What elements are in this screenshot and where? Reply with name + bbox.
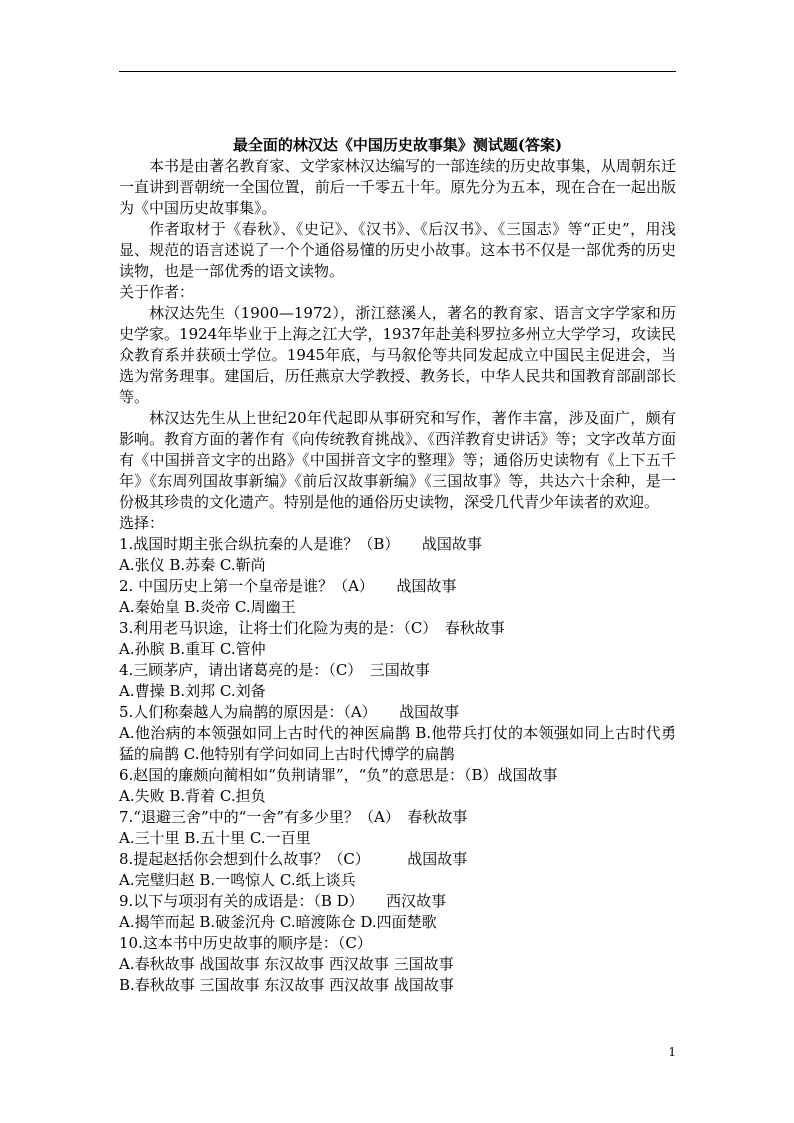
question-5: 5.人们称秦越人为扁鹊的原因是：（A） 战国故事 <box>119 703 460 721</box>
document-body <box>119 135 676 996</box>
options-1: A.张仪 B.苏秦 C.靳尚 <box>119 556 266 574</box>
options-9: A.揭竿而起 B.破釜沉舟 C.暗渡陈仓 D.四面楚歌 <box>119 913 437 931</box>
question-2: 2. 中国历史上第一个皇帝是谁？（A） 战国故事 <box>119 577 457 595</box>
options-10b: B.春秋故事 三国故事 东汉故事 西汉故事 战国故事 <box>119 976 454 994</box>
page-number: 1 <box>668 1045 676 1059</box>
header-rule <box>119 71 676 72</box>
options-2: A.秦始皇 B.炎帝 C.周幽王 <box>119 598 296 616</box>
question-4: 4.三顾茅庐，请出诸葛亮的是：（C） 三国故事 <box>119 661 430 679</box>
question-6: 6.赵国的廉颇向蔺相如“负荆请罪”，“负”的意思是：（B）战国故事 <box>119 766 558 784</box>
options-5: A.他治病的本领强如同上古时代的神医扁鹊 B.他带兵打仗的本领强如同上古时代勇猛的扁鹊 C.他特别有学问如同上古时代博学的扁鹊 <box>119 724 676 763</box>
question-1: 1.战国时期主张合纵抗秦的人是谁？（B） 战国故事 <box>119 535 482 553</box>
question-8: 8.提起赵括你会想到什么故事？（C） 战国故事 <box>119 850 468 868</box>
intro-paragraph-1: 本书是由著名教育家、文学家林汉达编写的一部连续的历史故事集，从周朝东迁一直讲到晋朝统一全国位置，前后一千零五十年。原先分为五本，现在合在一起出版为《中国历史故事集》。 <box>119 157 676 217</box>
options-7: A.三十里 B.五十里 C.一百里 <box>119 829 311 847</box>
about-heading: 关于作者： <box>119 283 195 301</box>
options-3: A.孙膑 B.重耳 C.管仲 <box>119 640 266 658</box>
options-6: A.失败 B.背着 C.担负 <box>119 787 266 805</box>
options-8: A.完璧归赵 B.一鸣惊人 C.纸上谈兵 <box>119 871 356 889</box>
about-paragraph-2: 林汉达先生从上世纪20年代起即从事研究和写作，著作丰富，涉及面广，颇有影响。教育方面的著作有《向传统教育挑战》、《西洋教育史讲话》等；文字改革方面有《中国拼音文字的出路》《中国拼音文字的整理》等；通俗历史读物有《上下五千年》《东周列国故事新编》《前后汉故事新编》《三国故事》等，共达六十余种，是一份极其珍贵的文化遗产。特别是他的通俗历史读物，深受几代青少年读者的欢迎。 <box>119 409 676 511</box>
question-9: 9.以下与项羽有关的成语是：（B D） 西汉故事 <box>119 892 447 910</box>
about-paragraph-1: 林汉达先生（1900—1972），浙江慈溪人，著名的教育家、语言文字学家和历史学家。1924年毕业于上海之江大学，1937年赴美科罗拉多州立大学学习，攻读民众教育系并获硕士学位。1945年底，与马叙伦等共同发起成立中国民主促进会，当选为常务理事。建国后，历任燕京大学教授、教务长，中华人民共和国教育部副部长等。 <box>119 304 676 406</box>
intro-paragraph-2: 作者取材于《春秋》、《史记》、《汉书》、《后汉书》、《三国志》等“正史”，用浅显、规范的语言述说了一个个通俗易懂的历史小故事。这本书不仅是一部优秀的历史读物，也是一部优秀的语文读物。 <box>119 220 676 280</box>
document-title: 最全面的林汉达《中国历史故事集》测试题(答案) <box>232 136 563 154</box>
quiz-heading: 选择： <box>119 514 165 532</box>
question-7: 7.“退避三舍”中的“一舍”有多少里？（A） 春秋故事 <box>119 808 468 826</box>
options-4: A.曹操 B.刘邦 C.刘备 <box>119 682 266 700</box>
question-10: 10.这本书中历史故事的顺序是：（C） <box>119 934 372 952</box>
options-10a: A.春秋故事 战国故事 东汉故事 西汉故事 三国故事 <box>119 955 454 973</box>
question-3: 3.利用老马识途，让将士们化险为夷的是：（C） 春秋故事 <box>119 619 505 637</box>
